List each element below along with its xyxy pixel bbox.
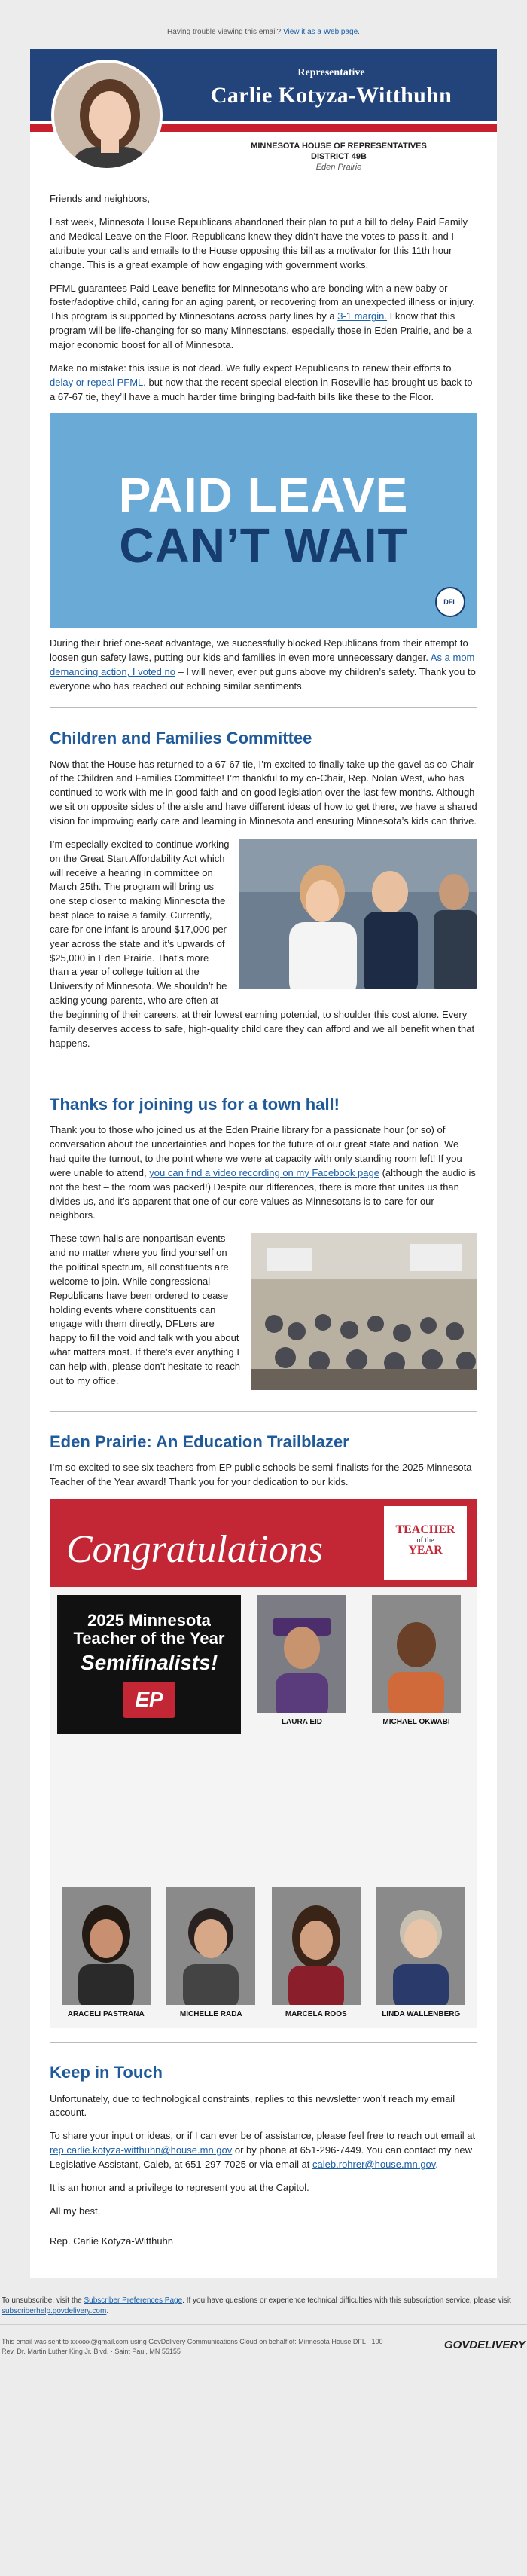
sender-address: Rev. Dr. Martin Luther King Jr. Blvd. · Saint Paul, MN 55155 [2,2348,181,2356]
teacher-card: MICHELLE RADA [163,1887,260,2021]
townhall-photo [251,1233,477,1390]
teacher-of-the-year-logo: TEACHER of the YEAR [384,1506,467,1580]
intro-paragraph-1: Last week, Minnesota House Republicans abandoned their plan to put a bill to delay Paid Family and Medical Leave on the Floor. Republicans knew they didn’t have the votes to pass it, and I attribute your calls and emails to the House opposing this bill as a motivator for this 11th hour change. This is a great example of how engaging with government works. [50,216,468,270]
sent-notice: This email was sent to xxxxxx@gmail.com using GovDelivery Communications Cloud on behalf of: Minnesota House DFL · 100 [2,2338,383,2346]
contact-paragraph-3: It is an honor and a privilege to represent you at the Capitol. [50,2181,309,2193]
divider [50,707,477,708]
web-view-link[interactable]: View it as a Web page [283,28,358,36]
header-role: Representative [297,66,365,78]
header-name: Carlie Kotyza-Witthuhn [210,82,452,108]
contact-heading: Keep in Touch [50,2062,163,2082]
contact-paragraph-1: Unfortunately, due to technological constraints, replies to this newsletter won’t reach my email account. [50,2092,455,2119]
web-view-notice: Having trouble viewing this email? View it as a Web page. [167,28,360,36]
newsletter-container [30,49,497,2278]
teacher-card: MARCELA ROOS [267,1887,365,2021]
committee-photo [239,839,477,989]
teacher-card: ARACELI PASTRANA [57,1887,155,2021]
trailblazer-heading: Eden Prairie: An Education Trailblazer [50,1432,349,1451]
divider [50,1411,477,1412]
dfl-logo: DFL [435,587,465,617]
intro-paragraph-3: Make no mistake: this issue is not dead. We fully expect Republicans to renew their efforts to delay or repeal PFML, but now that the recent special election in Roseville has brought us back to a 67-67 tie, they’ll have a much harder time bringing bad-faith bills like these to the Floor. [50,362,473,402]
subscriber-help-link[interactable]: subscriberhelp.govdelivery.com [2,2307,107,2316]
teacher-card: LINDA WALLENBERG [373,1887,471,2021]
teacher-photo [166,1887,255,2005]
intro-paragraph-2: PFML guarantees Paid Leave benefits for Minnesotans who are bonding with a new baby or foster/adoptive child, caring for an aging parent, or recovering from an unexpected illness or injury. This program is supported by Minnesotans across party lines by a 3-1 margin. I know that this program will be life-changing for so many Minnesotans, especially those in Eden Prairie, and be a major economic boost for all of Minnesota. [50,282,475,350]
teacher-photo [257,1595,346,1713]
teacher-photo [62,1887,151,2005]
govdelivery-logo: GOVDELIVERY [443,2339,525,2352]
congratulations-banner: Congratulations TEACHER of the YEAR [50,1499,477,1587]
representative-photo [51,60,163,171]
semifinalists-title-box: 2025 Minnesota Teacher of the Year Semifinalists! EP [57,1595,241,1734]
mom-vote-link[interactable]: As a mom demanding action, I voted no [50,652,475,678]
semifinalist-grid [50,1587,477,1883]
teacher-photo [272,1887,361,2005]
header-banner [30,49,497,132]
teacher-photo [372,1595,461,1713]
townhall-paragraph-1: Thank you to those who joined us at the Eden Prairie library for a passionate hour (or so) of conversation about the uncertainties and hopes for the future of our great state and nation. We had quite the turnout, to the point where we were at capacity with only standing room left! If you were unable to attend, you can find a video recording on my Facebook page (although the audio is not the best – the room was packed!) Despite our differences, there is more that unites us than divides us, and it’s apparent that one of our core values as Minnesotans is to care for our neighbors. [50,1124,476,1221]
contact-paragraph-2: To share your input or ideas, or if I can ever be of assistance, please feel free to reach out email at rep.carlie.kotyza-witthuhn@house.mn.gov or by phone at 651-296-7449. You can contact my new Legislative Assistant, Caleb, at 651-297-7025 or via email at caleb.rohrer@house.mn.gov. [50,2130,476,2170]
closing: All my best, [50,2205,101,2217]
ep-logo: EP [123,1682,175,1718]
committee-paragraph-1: Now that the House has returned to a 67-67 tie, I’m excited to finally take up the gavel as co-Chair of the Children and Families Committee! I’m thankful to my co-Chair, Rep. Nolan West, who has continued to work with me in good faith and on good legislation over the last few months. Although we sit on opposite sides of the aisle and have different ideas of how to get there, we have a shared vision for improving early care and learning in Minnesota and ensuring Minnesota’s kids can thrive. [50,758,477,827]
pfml-link[interactable]: delay or repeal PFML [50,376,144,388]
teacher-card: MICHAEL OKWABI [363,1595,470,1734]
district-block: MINNESOTA HOUSE OF REPRESENTATIVES DISTRICT 49B Eden Prairie [251,141,427,173]
newsletter-body [30,173,497,2249]
greeting: Friends and neighbors, [50,193,150,205]
teacher-photo [376,1887,465,2005]
subscriber-preferences-link[interactable]: Subscriber Preferences Page [84,2296,183,2306]
townhall-heading: Thanks for joining us for a town hall! [50,1094,340,1114]
committee-heading: Children and Families Committee [50,728,312,747]
townhall-paragraph-2: These town halls are nonpartisan events and no matter where you find yourself on the political spectrum, all constituents are welcome to join. While congressional Republicans have been ordered to cease holding events where constituents can engage with them directly, DFLers are happy to fill the void and talk with you about what matters most. If there’s ever anything I can help with, please don’t hesitate to reach out to my office. [50,1233,240,1386]
divider [50,2042,477,2043]
unsubscribe-notice: To unsubscribe, visit the Subscriber Preferences Page. If you have questions or experience technical difficulties with this subscription service, please visit subscriberhelp.govdelivery.com. [0,2278,527,2325]
rep-email-link[interactable]: rep.carlie.kotyza-witthuhn@house.mn.gov [50,2144,233,2156]
margin-link[interactable]: 3-1 margin. [337,310,387,322]
teacher-card: LAURA EID [248,1595,355,1734]
sender-footer [0,2325,527,2372]
facebook-video-link[interactable]: you can find a video recording on my Facebook page [149,1166,379,1178]
signature: Rep. Carlie Kotyza-Witthuhn [50,2235,174,2248]
intro-paragraph-4: During their brief one-seat advantage, we successfully blocked Republicans from their attempt to loosen gun safety laws, putting our kids and families in even more unnecessary danger. As a mom demanding action, I voted no – I will never, ever put guns above my children’s safety. Thank you to everyone who has reached out echoing similar sentiments. [50,637,476,692]
trailblazer-paragraph: I’m so excited to see six teachers from EP public schools be semi-finalists for the 2025 Minnesota Teacher of the Year award! Thank you for your dedication to our kids. [50,1462,472,1488]
paid-leave-graphic: PAID LEAVE CAN’T WAIT DFL [50,413,477,628]
semifinalist-row [50,1883,477,2028]
committee-paragraph-2: I’m especially excited to continue working on the Great Start Affordability Act which will receive a hearing in committee on March 25th. The program will bring us one step closer to making Minnesota the best place to raise a family. Currently, care for one infant is around $17,000 per year across the state and it’s upwards of $25,000 in Eden Prairie. That’s more than a year of college tuition at the University of Minnesota. We shouldn’t be asking young parents, who are often at the beginning of their careers, at their lowest earning potential, to shoulder this cost alone. Every family deserves access to safe, high-quality child care they can afford and we all benefit when that happens. [50,838,475,1049]
assistant-email-link[interactable]: caleb.rohrer@house.mn.gov [312,2158,436,2170]
